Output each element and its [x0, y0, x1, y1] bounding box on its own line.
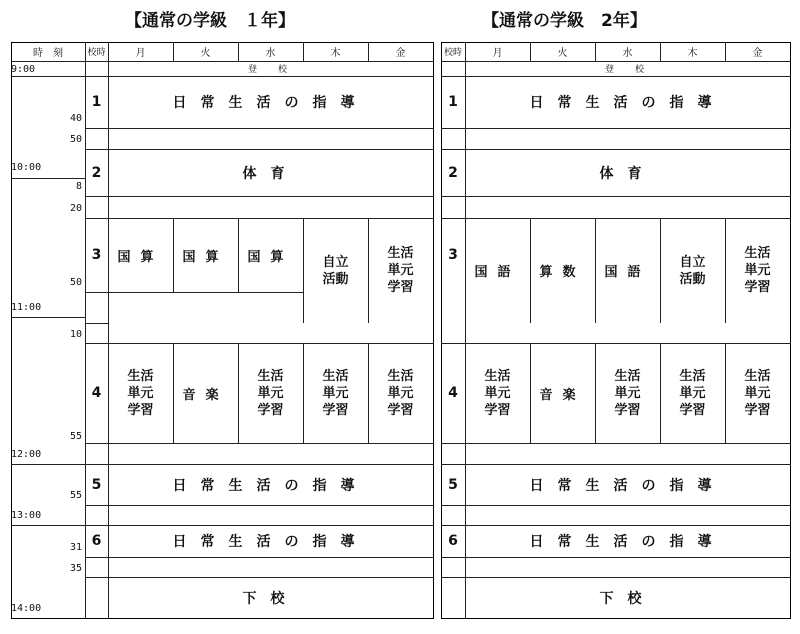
row-line: [441, 443, 791, 444]
day-header: 月: [492, 48, 503, 59]
hour-line: [11, 76, 85, 77]
day-header: 火: [200, 48, 211, 59]
day-header: 木: [330, 48, 341, 59]
period-number: 5: [91, 476, 102, 493]
guidance-cell: 日常生活の指導: [172, 95, 369, 111]
hour-line: [11, 317, 85, 318]
hour-line: [11, 525, 85, 526]
period4-cell: 生活 単元 学習: [257, 368, 284, 418]
hour-line: [11, 464, 85, 465]
period-number: 3: [448, 247, 458, 263]
period4-cell: 生活 単元 学習: [127, 368, 154, 418]
period-number: 2: [448, 164, 458, 181]
left-frame-left: [11, 42, 12, 618]
row-line: [85, 196, 434, 197]
pe-cell: 体育: [599, 165, 656, 182]
day-header: 火: [557, 48, 568, 59]
pe-cell: 体育: [242, 165, 299, 182]
left-frame-bottom: [11, 618, 434, 619]
minute-label: 55: [69, 489, 82, 501]
period3-cell: 国算: [117, 249, 164, 265]
guidance-cell: 日常生活の指導: [172, 477, 369, 494]
period-number: 2: [91, 164, 102, 181]
minute-label: 35: [69, 562, 82, 574]
minute-label: 40: [69, 112, 82, 124]
time-label: 9:00: [11, 63, 36, 75]
dismissal-cell: 下校: [242, 590, 299, 607]
period-header: 校時: [443, 48, 462, 58]
row-line: [441, 196, 791, 197]
minute-label: 50: [69, 276, 82, 288]
period-number: 1: [91, 94, 102, 110]
period-number: 6: [448, 533, 458, 549]
period4-cell: 生活 単元 学習: [679, 368, 706, 418]
period-number: 3: [91, 247, 102, 263]
guidance-cell: 日常生活の指導: [529, 477, 726, 494]
period3-cell: 生活 単元 学習: [387, 246, 414, 295]
row-line: [85, 443, 434, 444]
right-frame-bottom: [441, 618, 791, 619]
minute-label: 55: [69, 430, 82, 442]
period3-cell: 国算: [182, 249, 229, 265]
row-line: [85, 557, 434, 558]
row-line: [441, 128, 791, 129]
period-number: 4: [448, 385, 458, 401]
row-line-partial: [85, 323, 108, 324]
dismissal-cell: 下校: [599, 590, 656, 607]
day-header: 水: [265, 48, 276, 59]
period4-cell: 生活 単元 学習: [484, 368, 511, 418]
day-header: 木: [687, 48, 698, 59]
period3-cell: 自立 活動: [679, 254, 706, 287]
row-line-partial: [85, 292, 303, 293]
day-header: 金: [752, 48, 763, 59]
grade1-title: 【通常の学級 １年】: [125, 11, 295, 31]
row-line: [85, 505, 434, 506]
period-number: 6: [91, 533, 102, 549]
minute-label: 31: [69, 541, 82, 553]
time-label: 12:00: [11, 448, 42, 460]
period4-cell: 音楽: [182, 387, 229, 403]
time-label: 10:00: [11, 161, 42, 173]
period4-cell: 生活 単元 学習: [744, 368, 771, 418]
period4-cell: 生活 単元 学習: [387, 368, 414, 418]
time-header: 時 刻: [33, 48, 63, 59]
row-line: [441, 505, 791, 506]
minute-label: 8: [75, 180, 82, 192]
time-label: 11:00: [11, 301, 42, 313]
period3-cell: 国語: [474, 265, 521, 280]
day-header: 水: [622, 48, 633, 59]
minute-label: 10: [69, 328, 82, 340]
row-line: [441, 557, 791, 558]
time-label: 14:00: [11, 602, 42, 614]
period3-cell: 自立 活動: [322, 254, 349, 287]
period-number: 5: [448, 476, 458, 493]
period3-cell: 国語: [604, 265, 651, 280]
period-number: 1: [448, 94, 458, 110]
period-number: 4: [91, 385, 102, 401]
period4-cell: 生活 単元 学習: [322, 368, 349, 418]
guidance-cell: 日常生活の指導: [172, 534, 369, 550]
period3-cell: 算数: [539, 265, 586, 280]
time-label: 13:00: [11, 509, 42, 521]
minute-label: 20: [69, 202, 82, 214]
period4-cell: 音楽: [539, 387, 586, 403]
period4-cell: 生活 単元 学習: [614, 368, 641, 418]
arrival-cell: 登 校: [604, 65, 650, 75]
grade2-title: 【通常の学級 2年】: [482, 11, 647, 31]
day-header: 月: [135, 48, 146, 59]
period-header: 校時: [87, 48, 106, 58]
guidance-cell: 日常生活の指導: [529, 95, 726, 111]
period3-cell: 国算: [247, 249, 294, 265]
day-header: 金: [395, 48, 406, 59]
arrival-cell: 登 校: [247, 65, 293, 75]
guidance-cell: 日常生活の指導: [529, 534, 726, 550]
minute-label: 50: [69, 133, 82, 145]
row-line: [85, 128, 434, 129]
period3-cell: 生活 単元 学習: [744, 246, 771, 295]
